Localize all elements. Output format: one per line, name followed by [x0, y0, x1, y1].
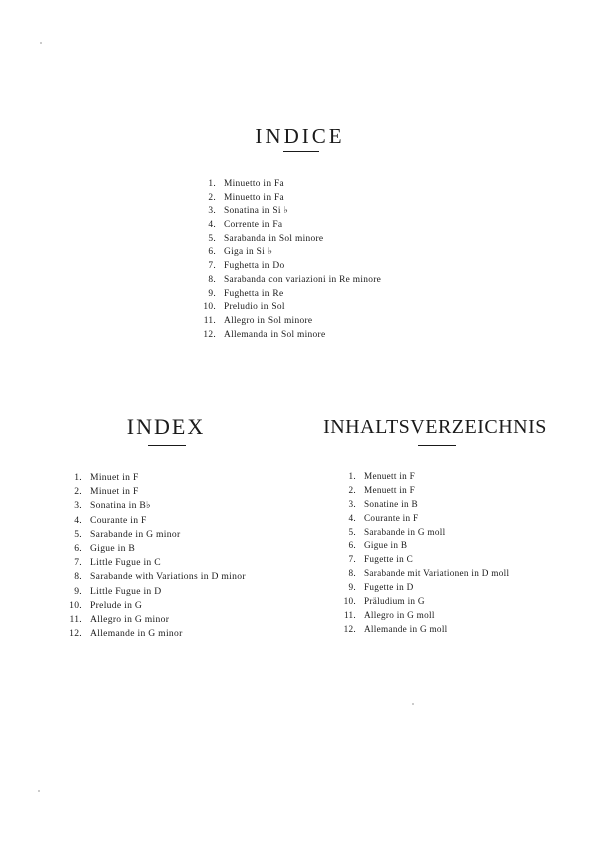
entry-title: Fughetta in Re — [224, 288, 284, 299]
entry-title: Fugette in D — [364, 582, 414, 593]
index-entry — [190, 219, 381, 233]
entry-title: Allemanda in Sol minore — [224, 329, 326, 340]
entry-title: Minuetto in Fa — [224, 192, 284, 203]
index-entry — [55, 599, 246, 613]
index-entry — [55, 485, 246, 499]
index-entry — [330, 539, 509, 553]
entry-title: Fughetta in Do — [224, 261, 285, 272]
index-entry — [190, 260, 381, 274]
entry-number: 2. — [208, 192, 216, 203]
entry-number: 1. — [348, 471, 356, 481]
german-title-underline — [418, 445, 456, 446]
index-entry — [330, 470, 509, 484]
entry-title: Menuett in F — [364, 471, 416, 481]
index-entry — [330, 567, 509, 581]
index-entry — [190, 315, 381, 329]
index-entry — [190, 301, 381, 315]
german-index-title: INHALTSVERZEICHNIS — [323, 416, 547, 438]
index-entry — [190, 178, 381, 192]
entry-title: Giga in Si ♭ — [224, 247, 273, 258]
english-title-underline — [148, 445, 186, 446]
index-entry — [55, 585, 246, 599]
entry-title: Sarabanda con variazioni in Re minore — [224, 274, 382, 285]
index-entry — [55, 556, 246, 570]
entry-number: 7. — [208, 261, 216, 272]
entry-title: Sarabande mit Variationen in D moll — [364, 568, 510, 579]
entry-number: 6. — [74, 542, 82, 554]
entry-title: Little Fugue in D — [90, 585, 162, 597]
entry-number: 1. — [208, 179, 216, 189]
entry-title: Fugette in C — [364, 554, 414, 565]
english-index-title: INDEX — [126, 414, 206, 439]
index-entry — [330, 484, 509, 498]
entry-title: Little Fugue in C — [90, 557, 161, 569]
index-entry — [55, 570, 246, 584]
entry-number: 7. — [74, 557, 82, 569]
entry-title: Preludio in Sol — [224, 302, 285, 313]
index-entry — [330, 623, 509, 637]
entry-title: Prelude in G — [90, 599, 143, 611]
entry-title: Minuet in F — [90, 486, 139, 498]
entry-title: Minuetto in Fa — [224, 179, 284, 189]
index-entry — [190, 288, 381, 302]
entry-title: Sonatina in Si ♭ — [224, 206, 289, 217]
entry-number: 8. — [208, 274, 216, 285]
english-index-list — [55, 471, 246, 641]
entry-title: Gigue in B — [364, 540, 408, 551]
index-entry — [330, 553, 509, 567]
paper-speck — [40, 42, 42, 44]
entry-number: 10. — [343, 596, 356, 607]
entry-number: 6. — [208, 247, 216, 258]
index-entry — [330, 498, 509, 512]
index-entry — [330, 581, 509, 595]
entry-title: Allegro in G minor — [90, 613, 170, 625]
index-entry — [55, 613, 246, 627]
entry-title: Menuett in F — [364, 484, 416, 495]
entry-number: 3. — [74, 500, 82, 512]
entry-number: 7. — [348, 554, 356, 565]
entry-number: 11. — [203, 315, 216, 326]
index-entry — [190, 205, 381, 219]
entry-number: 1. — [74, 472, 82, 483]
entry-title: Sonatine in B — [364, 498, 418, 509]
index-entry — [330, 609, 509, 623]
entry-number: 11. — [343, 609, 356, 620]
italian-index-list — [190, 178, 381, 342]
entry-number: 10. — [69, 599, 82, 611]
entry-number: 12. — [343, 623, 356, 634]
entry-title: Sarabande in G moll — [364, 526, 446, 537]
entry-number: 3. — [208, 206, 216, 217]
entry-title: Sarabande with Variations in D minor — [90, 571, 246, 583]
index-entry — [330, 512, 509, 526]
index-entry — [55, 471, 246, 485]
index-entry — [190, 233, 381, 247]
entry-number: 11. — [69, 613, 82, 625]
entry-title: Präludium in G — [364, 596, 425, 607]
german-index-list — [330, 470, 509, 637]
italian-index-title: INDICE — [255, 124, 345, 148]
entry-number: 4. — [208, 220, 216, 231]
entry-title: Allegro in Sol minore — [224, 315, 313, 326]
entry-title: Allemande in G moll — [364, 623, 448, 634]
entry-title: Corrente in Fa — [224, 220, 283, 231]
index-entry — [330, 526, 509, 540]
entry-title: Allegro in G moll — [364, 609, 435, 620]
entry-title: Minuet in F — [90, 472, 139, 483]
index-entry — [55, 514, 246, 528]
index-entry — [55, 627, 246, 641]
entry-number: 4. — [348, 512, 356, 523]
entry-number: 5. — [208, 233, 216, 244]
entry-title: Gigue in B — [90, 542, 136, 554]
index-entry — [190, 274, 381, 288]
index-entry — [55, 528, 246, 542]
entry-number: 5. — [74, 528, 82, 540]
index-entry — [190, 192, 381, 206]
index-entry — [190, 246, 381, 260]
index-entry — [330, 595, 509, 609]
index-entry — [55, 542, 246, 556]
entry-title: Sarabanda in Sol minore — [224, 233, 324, 244]
entry-number: 4. — [74, 514, 82, 526]
entry-number: 12. — [203, 329, 216, 340]
entry-number: 10. — [203, 302, 216, 313]
entry-number: 2. — [74, 486, 82, 498]
entry-title: Allemande in G minor — [90, 628, 183, 640]
paper-speck — [38, 790, 40, 792]
entry-number: 9. — [348, 582, 356, 593]
entry-title: Sarabande in G minor — [90, 528, 181, 540]
index-entry — [55, 499, 246, 513]
paper-speck — [412, 703, 414, 705]
entry-number: 8. — [74, 571, 82, 583]
entry-title: Courante in F — [364, 512, 419, 523]
italian-title-underline — [283, 151, 319, 152]
entry-number: 9. — [208, 288, 216, 299]
entry-number: 9. — [74, 585, 82, 597]
entry-title: Sonatina in B♭ — [90, 500, 151, 512]
index-entry — [190, 329, 381, 343]
entry-title: Courante in F — [90, 514, 147, 526]
entry-number: 6. — [348, 540, 356, 551]
entry-number: 8. — [348, 568, 356, 579]
entry-number: 2. — [348, 484, 356, 495]
entry-number: 3. — [348, 498, 356, 509]
entry-number: 12. — [69, 628, 82, 640]
entry-number: 5. — [348, 526, 356, 537]
